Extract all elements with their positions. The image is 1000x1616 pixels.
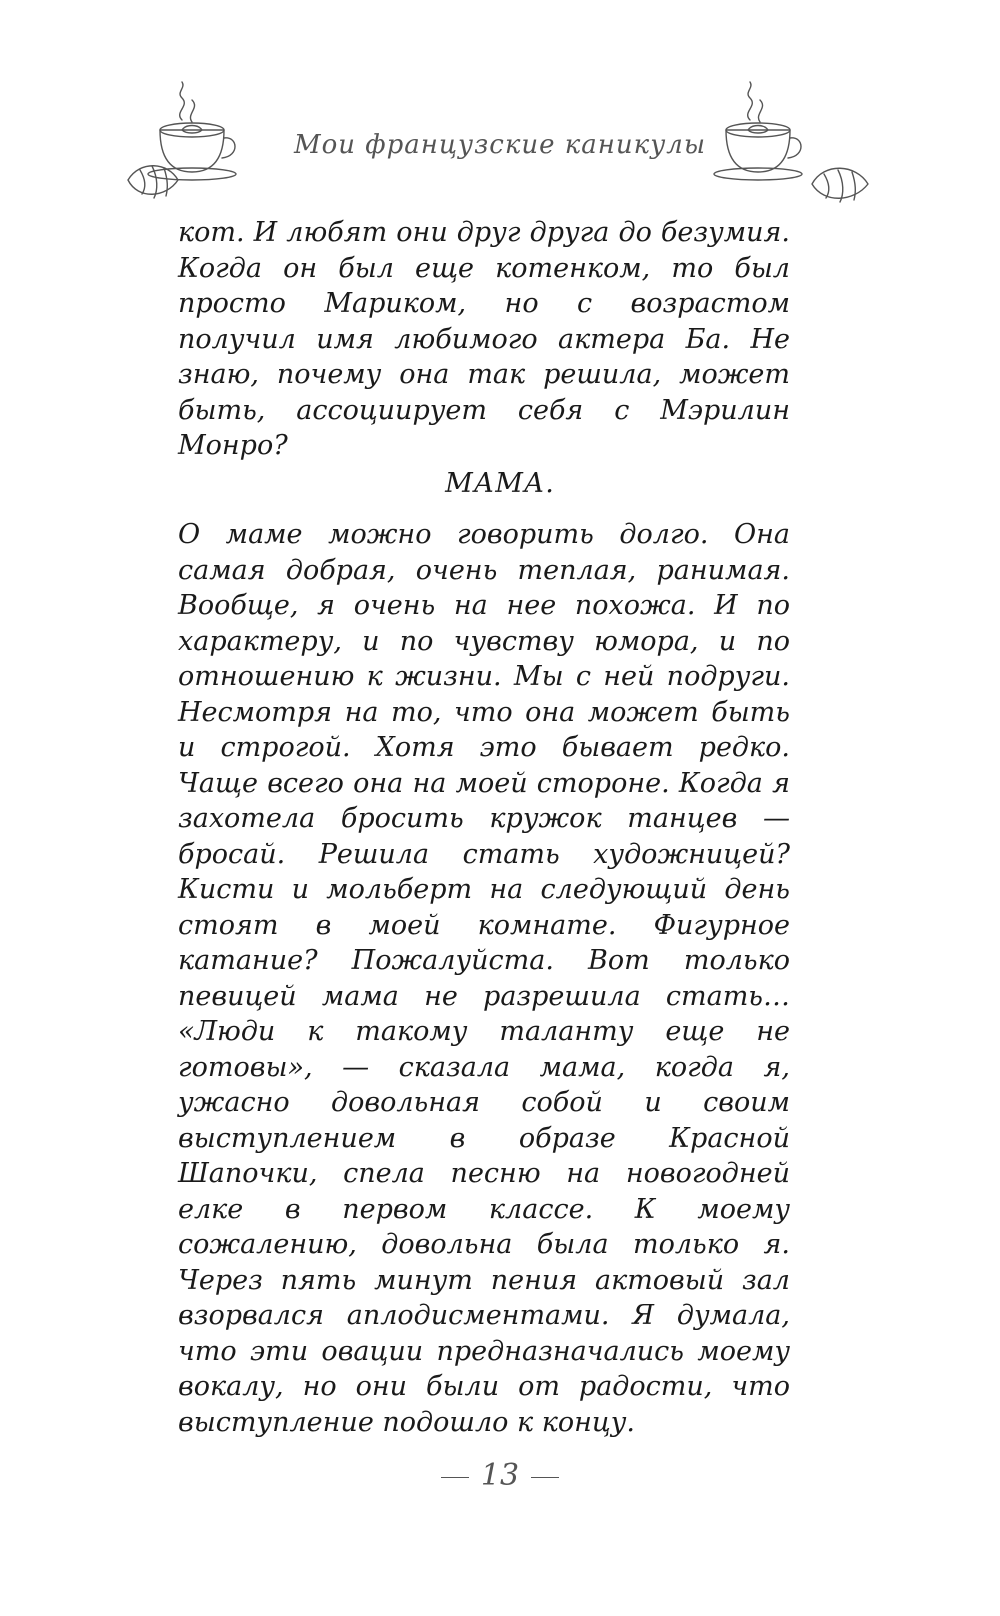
footer-dash-right	[531, 1477, 559, 1478]
page-header	[0, 80, 1000, 210]
paragraph-mom: О маме можно говорить долго. Она самая добрая, очень теплая, ранимая. Вообще, я очень на нее похожа. И по характеру, и по чувству юмора, и по отношению к жизни. Мы с ней подруги. Несмотря на то, что она может быть и строгой. Хотя это бывает редко. Чаще всего она на моей стороне. Когда я захотела бросить кружок танцев — бросай. Решила стать художницей? Кисти и мольберт на следующий день стоят в моей комнате. Фигурное катание? Пожалуйста. Вот только певицей мама не разрешила стать… «Люди к такому таланту еще не готовы», — сказала мама, когда я, ужасно довольная собой и своим выступлением в образе Красной Шапочки, спела песню на новогодней елке в первом классе. К моему сожалению, довольна была только я. Через пять минут пения актовый зал взорвался аплодисментами. Я думала, что эти овации предназначались моему вокалу, но они были от радости, что выступление подошло к концу.	[178, 519, 790, 1438]
running-title: Мои французские каникулы	[293, 130, 707, 160]
footer-dash-left	[441, 1477, 469, 1478]
paragraph-continued: кот. И любят они друг друга до безумия. Когда он был еще котенком, то был просто Мариком, но с возрастом получил имя любимого актера Ба. Не знаю, почему она так решила, может быть, ассоциирует себя с Мэрилин Монро?	[178, 217, 790, 461]
page-number: 13	[480, 1458, 520, 1493]
section-heading: МАМА.	[445, 468, 555, 499]
page-footer	[0, 1458, 1000, 1493]
coffee-cup-croissant-icon	[700, 80, 890, 210]
